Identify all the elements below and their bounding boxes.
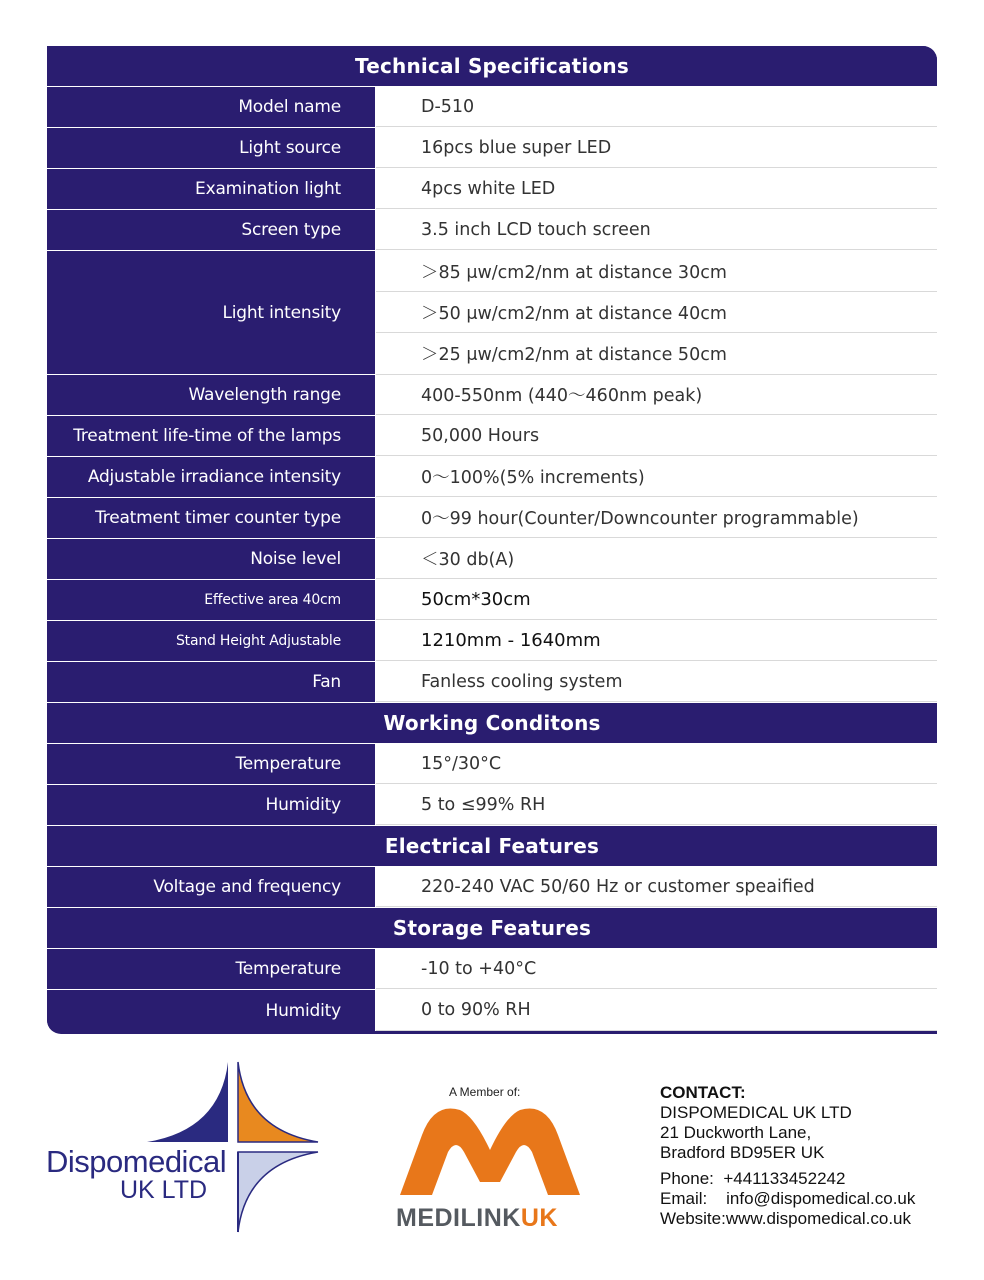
contact-website[interactable]: Website:www.dispomedical.co.uk [660, 1209, 912, 1228]
spec-label: Fan [47, 662, 376, 702]
spec-label: Humidity [47, 785, 376, 825]
spec-value: ＞50 μw/cm2/nm at distance 40cm [376, 292, 937, 333]
section-header-electrical: Electrical Features [47, 826, 937, 867]
spec-row [47, 580, 937, 621]
spec-row [47, 128, 937, 169]
contact-block [660, 1083, 915, 1229]
spec-label: Examination light [47, 169, 376, 209]
spec-label: Adjustable irradiance intensity [47, 457, 376, 497]
spec-value: 3.5 inch LCD touch screen [376, 210, 937, 250]
spec-label: Screen type [47, 210, 376, 250]
spec-label: Voltage and frequency [47, 867, 376, 907]
spec-value: 400-550nm (440～460nm peak) [376, 375, 937, 415]
member-of-text: A Member of: [449, 1085, 521, 1099]
spec-value: 220-240 VAC 50/60 Hz or customer speaified [376, 867, 937, 907]
section-header-working: Working Conditons [47, 703, 937, 744]
spec-label: Light source [47, 128, 376, 168]
spec-value: 4pcs white LED [376, 169, 937, 209]
spec-value: ＜30 db(A) [376, 539, 937, 579]
spec-label: Wavelength range [47, 375, 376, 415]
spec-row [47, 416, 937, 457]
spec-table [47, 46, 937, 1034]
spec-row [47, 539, 937, 580]
spec-value: 0～99 hour(Counter/Downcounter programmable) [376, 498, 937, 538]
spec-label: Temperature [47, 744, 376, 784]
contact-email[interactable]: Email: info@dispomedical.co.uk [660, 1189, 916, 1208]
spec-row [47, 949, 937, 990]
spec-value: 0 to 90% RH [376, 990, 937, 1031]
spec-row [47, 990, 937, 1031]
medilink-wordmark-b: UK [520, 1204, 558, 1232]
spec-value: -10 to +40°C [376, 949, 937, 989]
spec-value: Fanless cooling system [376, 662, 937, 702]
spec-value: 50cm*30cm [376, 580, 937, 620]
spec-row [47, 457, 937, 498]
spec-label: Humidity [47, 990, 376, 1031]
spec-label: Noise level [47, 539, 376, 579]
spec-row [47, 744, 937, 785]
spec-row-light-intensity [47, 251, 937, 375]
spec-row [47, 87, 937, 128]
spec-label: Model name [47, 87, 376, 127]
spec-label: Stand Height Adjustable [47, 621, 376, 661]
spec-label: Effective area 40cm [47, 580, 376, 620]
dispomedical-logo-name: Dispomedical [46, 1144, 227, 1179]
spec-value: D-510 [376, 87, 937, 127]
spec-value: 5 to ≤99% RH [376, 785, 937, 825]
section-header-technical: Technical Specifications [47, 46, 937, 87]
spec-row [47, 169, 937, 210]
spec-value: 1210mm - 1640mm [376, 621, 937, 661]
medilink-wordmark [396, 1206, 558, 1231]
spec-row [47, 785, 937, 826]
contact-company: DISPOMEDICAL UK LTD [660, 1103, 852, 1122]
spec-row [47, 662, 937, 703]
spec-value: 16pcs blue super LED [376, 128, 937, 168]
section-header-storage: Storage Features [47, 908, 937, 949]
spec-label: Treatment life-time of the lamps [47, 416, 376, 456]
spec-label: Temperature [47, 949, 376, 989]
medilink-wordmark-a: MEDILINK [396, 1204, 521, 1232]
spec-row [47, 621, 937, 662]
contact-address-line1: 21 Duckworth Lane, [660, 1123, 812, 1142]
spec-value: 50,000 Hours [376, 416, 937, 456]
spec-value: 0～100%(5% increments) [376, 457, 937, 497]
contact-title: CONTACT: [660, 1083, 746, 1102]
spec-label: Treatment timer counter type [47, 498, 376, 538]
spec-row [47, 210, 937, 251]
spec-row [47, 498, 937, 539]
spec-row [47, 867, 937, 908]
spec-label: Light intensity [47, 251, 376, 374]
spec-value: ＞25 μw/cm2/nm at distance 50cm [376, 333, 937, 375]
dispomedical-logo-sub: UK LTD [120, 1176, 208, 1204]
spec-value: ＞85 μw/cm2/nm at distance 30cm [376, 251, 937, 292]
contact-phone: Phone: +441133452242 [660, 1169, 846, 1188]
spec-value: 15°/30°C [376, 744, 937, 784]
contact-address-line2: Bradford BD95ER UK [660, 1143, 825, 1162]
spec-row [47, 375, 937, 416]
